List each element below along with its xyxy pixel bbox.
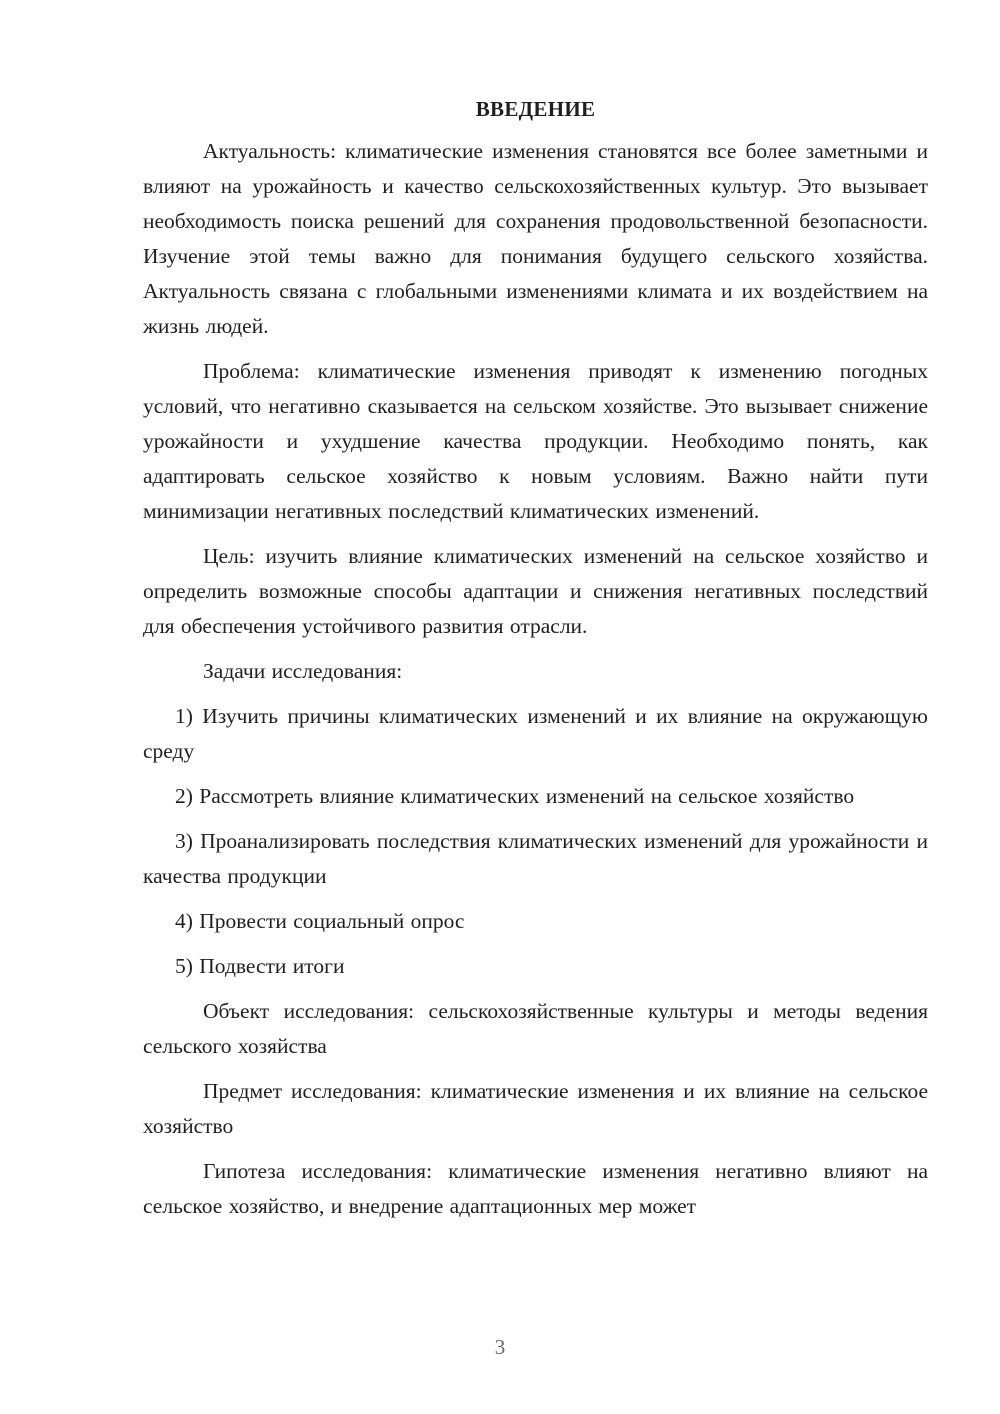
object-paragraph: Объект исследования: сельскохозяйственные культуры и методы ведения сельского хозяйства xyxy=(143,999,928,1058)
task-item-4: 4) Провести социальный опрос xyxy=(175,909,465,933)
task-item-2: 2) Рассмотреть влияние климатических изменений на сельское хозяйство xyxy=(175,784,855,808)
relevance-paragraph: Актуальность: климатические изменения становятся все более заметными и влияют на урожайность и качество сельскохозяйственных культур. Это вызывает необходимость поиска решений для сохранения продовольственной безопасности. Изучение этой темы важно для понимания будущего сельского хозяйства. Актуальность связана с глобальными изменениями климата и их воздействием на жизнь людей. xyxy=(143,139,928,338)
task-item-1: 1) Изучить причины климатических изменений и их влияние на окружающую среду xyxy=(143,704,928,763)
page-content xyxy=(143,92,928,1224)
goal-paragraph: Цель: изучить влияние климатических изменений на сельское хозяйство и определить возможные способы адаптации и снижения негативных последствий для обеспечения устойчивого развития отрасли. xyxy=(143,544,928,638)
task-item-3: 3) Проанализировать последствия климатических изменений для урожайности и качества продукции xyxy=(143,829,928,888)
tasks-heading: Задачи исследования: xyxy=(203,659,403,683)
page-title: ВВЕДЕНИЕ xyxy=(475,97,596,121)
page-number: 3 xyxy=(494,1335,506,1359)
hypothesis-paragraph: Гипотеза исследования: климатические изменения негативно влияют на сельское хозяйство, и внедрение адаптационных мер может xyxy=(143,1159,928,1218)
task-item-5: 5) Подвести итоги xyxy=(175,954,345,978)
problem-paragraph: Проблема: климатические изменения приводят к изменению погодных условий, что негативно сказывается на сельском хозяйстве. Это вызывает снижение урожайности и ухудшение качества продукции. Необходимо понять, как адаптировать сельское хозяйство к новым условиям. Важно найти пути минимизации негативных последствий климатических изменений. xyxy=(143,359,928,523)
subject-paragraph: Предмет исследования: климатические изменения и их влияние на сельское хозяйство xyxy=(143,1079,928,1138)
